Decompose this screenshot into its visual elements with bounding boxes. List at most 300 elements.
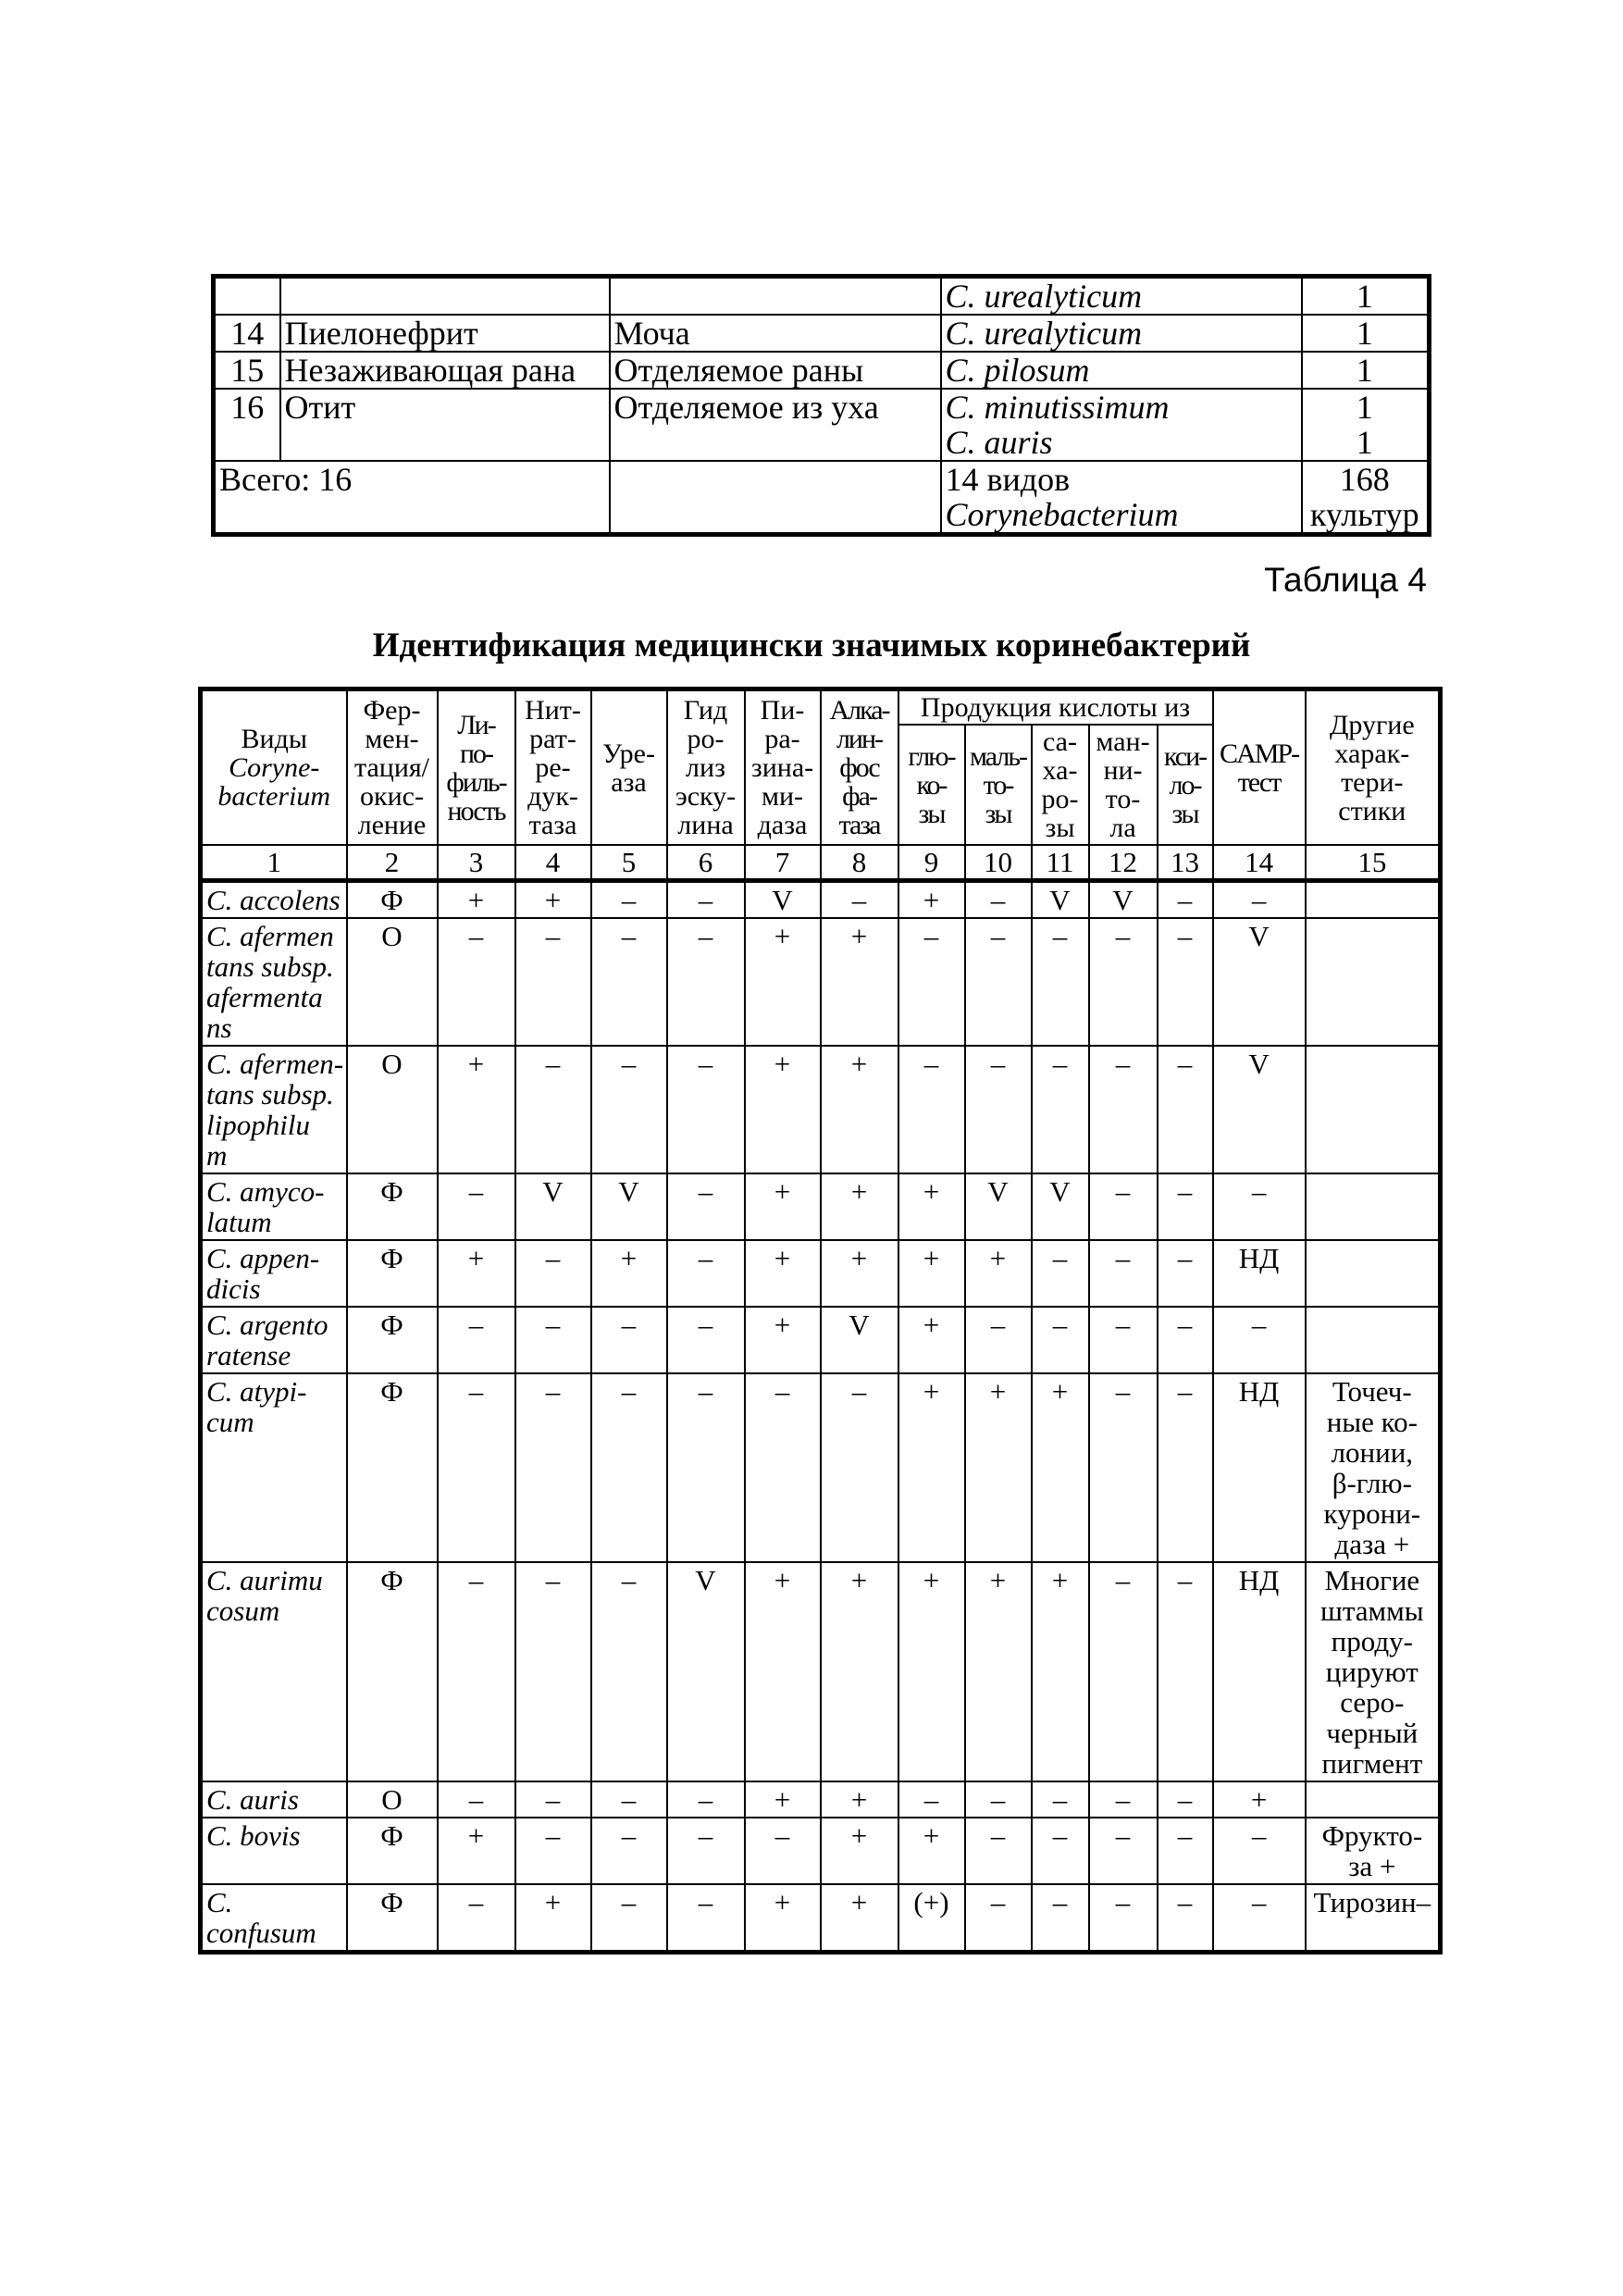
test-result: – bbox=[1089, 1562, 1158, 1781]
test-result: – bbox=[515, 1307, 591, 1373]
test-result: + bbox=[821, 1173, 898, 1240]
test-result: – bbox=[965, 1307, 1032, 1373]
header-pyrazinamidase-line: ми- bbox=[761, 781, 804, 812]
header-lipophilicity-line: ность bbox=[447, 795, 505, 826]
species-name-line: tans subsp. bbox=[206, 1078, 334, 1111]
other-characteristics bbox=[1306, 1046, 1441, 1173]
species-name-line: tans subsp. bbox=[206, 950, 334, 983]
table-row bbox=[201, 1781, 1441, 1818]
test-result: (+) bbox=[898, 1884, 965, 1953]
test-result: + bbox=[965, 1240, 1032, 1307]
header-nitrate-reductase-line: Нит- bbox=[525, 695, 581, 726]
header-nitrate-reductase-line: рат- bbox=[529, 724, 576, 754]
other-line: лонии, bbox=[1331, 1436, 1414, 1469]
test-result: О bbox=[347, 1781, 438, 1818]
table-row bbox=[214, 277, 1430, 316]
column-number: 10 bbox=[965, 845, 1032, 881]
row-number: 14 bbox=[214, 315, 280, 352]
test-result: – bbox=[667, 918, 745, 1046]
species-name-cell bbox=[201, 1373, 347, 1562]
test-result: + bbox=[515, 1884, 591, 1953]
test-result: – bbox=[1213, 1884, 1306, 1953]
test-result: – bbox=[667, 1173, 745, 1240]
species-name-cell bbox=[201, 1818, 347, 1884]
test-result: + bbox=[821, 1884, 898, 1953]
test-result: – bbox=[1158, 1884, 1213, 1953]
header-nitrate-reductase bbox=[515, 689, 591, 846]
test-result: – bbox=[1032, 918, 1089, 1046]
species-name-line: latum bbox=[206, 1206, 272, 1238]
species-name-line: C. bovis bbox=[206, 1819, 301, 1852]
header-fermentation-line: мен- bbox=[365, 724, 419, 754]
test-result: – bbox=[1158, 918, 1213, 1046]
test-result: – bbox=[1089, 918, 1158, 1046]
test-result: – bbox=[591, 1046, 667, 1173]
test-result: – bbox=[1158, 1818, 1213, 1884]
species-name-line: ns bbox=[206, 1011, 232, 1044]
other-line: пигмент bbox=[1321, 1747, 1423, 1780]
header-fermentation-line: ление bbox=[357, 810, 427, 840]
header-lipophilicity bbox=[438, 689, 515, 846]
test-result: + bbox=[898, 881, 965, 919]
other-line: Фрукто- bbox=[1321, 1819, 1423, 1852]
header-esculin-hydrolysis bbox=[667, 689, 745, 846]
header-camp-test-line: CAMP- bbox=[1220, 738, 1299, 769]
test-result: + bbox=[438, 1046, 515, 1173]
other-line: даза + bbox=[1334, 1528, 1410, 1560]
test-result: + bbox=[438, 1818, 515, 1884]
species-name: C. urealyticum bbox=[945, 278, 1143, 315]
test-result: – bbox=[438, 1307, 515, 1373]
column-number: 14 bbox=[1213, 845, 1306, 881]
species-name-line: cum bbox=[206, 1406, 254, 1438]
other-line: черный bbox=[1326, 1717, 1419, 1749]
test-result: – bbox=[1032, 1046, 1089, 1173]
header-alkaline-phosphatase-line: фос bbox=[839, 752, 879, 783]
table-row bbox=[201, 1307, 1441, 1373]
test-result: – bbox=[965, 1884, 1032, 1953]
test-result: Ф bbox=[347, 881, 438, 919]
test-result: НД bbox=[1213, 1240, 1306, 1307]
species-name-line: C. appen- bbox=[206, 1242, 320, 1274]
count-cell bbox=[1302, 277, 1430, 316]
other-line: курони- bbox=[1323, 1497, 1421, 1530]
total-count-line: 168 bbox=[1339, 461, 1390, 498]
species-cell bbox=[941, 352, 1302, 389]
test-result: Ф bbox=[347, 1173, 438, 1240]
other-line: Тирозин– bbox=[1313, 1886, 1431, 1918]
species-name-line: C. afermen- bbox=[206, 1048, 344, 1080]
header-maltose-line: маль- bbox=[969, 740, 1026, 772]
test-result: – bbox=[1213, 1307, 1306, 1373]
test-result: + bbox=[745, 1562, 821, 1781]
test-result: – bbox=[515, 1046, 591, 1173]
header-fermentation-line: тация/ bbox=[353, 752, 430, 783]
diagnosis-cell bbox=[280, 277, 610, 316]
material-cell: Моча bbox=[610, 315, 941, 352]
test-result: V bbox=[821, 1307, 898, 1373]
header-pyrazinamidase-line: ра- bbox=[764, 724, 800, 754]
header-xylose-line: ло- bbox=[1169, 769, 1201, 800]
species-name: C. pilosum bbox=[945, 352, 1090, 389]
header-alkaline-phosphatase-line: Алка- bbox=[829, 695, 889, 726]
table-row bbox=[214, 315, 1430, 352]
species-name-cell bbox=[201, 1781, 347, 1818]
test-result: – bbox=[438, 918, 515, 1046]
column-number: 1 bbox=[201, 845, 347, 881]
table-row bbox=[201, 881, 1441, 919]
header-fermentation-line: Фер- bbox=[363, 695, 421, 726]
test-result: V bbox=[591, 1173, 667, 1240]
species-name-line: m bbox=[206, 1139, 228, 1172]
test-result: + bbox=[1213, 1781, 1306, 1818]
test-result: – bbox=[515, 1373, 591, 1562]
test-result: Ф bbox=[347, 1240, 438, 1307]
header-maltose-line: зы bbox=[985, 798, 1011, 829]
test-result: НД bbox=[1213, 1562, 1306, 1781]
test-result: – bbox=[667, 1307, 745, 1373]
total-count bbox=[1302, 461, 1430, 535]
test-result: – bbox=[591, 1818, 667, 1884]
test-result: + bbox=[745, 1884, 821, 1953]
header-species-genus: bacterium bbox=[217, 781, 331, 812]
species-name-cell bbox=[201, 1307, 347, 1373]
species-name: C. auris bbox=[945, 424, 1053, 461]
test-result: – bbox=[1089, 1373, 1158, 1562]
header-other-line: Другие bbox=[1329, 709, 1415, 740]
test-result: – bbox=[438, 1173, 515, 1240]
total-empty bbox=[610, 461, 941, 535]
header-alkaline-phosphatase bbox=[821, 689, 898, 846]
other-characteristics bbox=[1306, 1562, 1441, 1781]
species-name-line: lipophilu bbox=[206, 1109, 310, 1141]
test-result: – bbox=[965, 1818, 1032, 1884]
test-result: – bbox=[965, 918, 1032, 1046]
test-result: + bbox=[438, 881, 515, 919]
test-result: + bbox=[1032, 1562, 1089, 1781]
header-alkaline-phosphatase-line: таза bbox=[838, 810, 880, 840]
header-species-line: Виды bbox=[241, 724, 307, 754]
test-result: V bbox=[1213, 918, 1306, 1046]
test-result: – bbox=[438, 1781, 515, 1818]
other-line: штаммы bbox=[1320, 1595, 1424, 1627]
column-number: 8 bbox=[821, 845, 898, 881]
column-number: 12 bbox=[1089, 845, 1158, 881]
test-result: + bbox=[965, 1562, 1032, 1781]
table-number-caption: Таблица 4 bbox=[1264, 561, 1427, 599]
column-number: 13 bbox=[1158, 845, 1213, 881]
test-result: – bbox=[1158, 881, 1213, 919]
count-value: 1 bbox=[1356, 278, 1373, 315]
test-result: – bbox=[1158, 1781, 1213, 1818]
header-esculin-hydrolysis-line: Гид bbox=[683, 695, 728, 726]
test-result: V bbox=[745, 881, 821, 919]
other-characteristics bbox=[1306, 1307, 1441, 1373]
test-result: – bbox=[667, 1884, 745, 1953]
test-result: – bbox=[591, 1373, 667, 1562]
total-label: Всего: 16 bbox=[214, 461, 610, 535]
test-result: V bbox=[965, 1173, 1032, 1240]
species-name-line: C. afermen bbox=[206, 920, 334, 952]
test-result: – bbox=[1158, 1562, 1213, 1781]
test-result: – bbox=[1158, 1373, 1213, 1562]
column-number: 5 bbox=[591, 845, 667, 881]
header-esculin-hydrolysis-line: лина bbox=[677, 810, 734, 840]
material-cell: Отделяемое из уха bbox=[610, 389, 941, 461]
header-esculin-hydrolysis-line: эску- bbox=[675, 781, 737, 812]
header-maltose-line: то- bbox=[983, 769, 1013, 800]
test-result: + bbox=[898, 1373, 965, 1562]
other-line: Многие bbox=[1324, 1564, 1420, 1596]
total-species bbox=[941, 461, 1302, 535]
column-number: 9 bbox=[898, 845, 965, 881]
row-number: 16 bbox=[214, 389, 280, 461]
species-cell bbox=[941, 389, 1302, 461]
test-result: + bbox=[821, 1562, 898, 1781]
test-result: + bbox=[1032, 1373, 1089, 1562]
species-name-line: afermenta bbox=[206, 981, 323, 1013]
material-cell bbox=[610, 277, 941, 316]
other-characteristics bbox=[1306, 918, 1441, 1046]
total-count-line: культур bbox=[1309, 496, 1419, 533]
test-result: – bbox=[1032, 1884, 1089, 1953]
test-result: – bbox=[1158, 1173, 1213, 1240]
test-result: – bbox=[898, 1046, 965, 1173]
column-number: 7 bbox=[745, 845, 821, 881]
header-lipophilicity-line: по- bbox=[459, 738, 493, 769]
test-result: – bbox=[515, 918, 591, 1046]
count-cell bbox=[1302, 389, 1430, 461]
test-result: + bbox=[745, 1046, 821, 1173]
test-result: – bbox=[1032, 1240, 1089, 1307]
test-result: V bbox=[667, 1562, 745, 1781]
row-number bbox=[214, 277, 280, 316]
total-row bbox=[214, 461, 1430, 535]
header-fermentation bbox=[347, 689, 438, 846]
diagnosis-cell: Отит bbox=[280, 389, 610, 461]
header-species bbox=[201, 689, 347, 846]
test-result: V bbox=[1089, 881, 1158, 919]
species-name-line: C. accolens bbox=[206, 884, 341, 916]
test-result: О bbox=[347, 1046, 438, 1173]
header-glucose-line: зы bbox=[918, 798, 945, 829]
header-other-line: стики bbox=[1338, 795, 1406, 826]
test-result: V bbox=[1032, 881, 1089, 919]
table-row bbox=[214, 389, 1430, 461]
test-result: – bbox=[965, 1781, 1032, 1818]
test-result: – bbox=[515, 1562, 591, 1781]
header-mannitol-line: ла bbox=[1109, 813, 1136, 843]
species-name-cell bbox=[201, 1046, 347, 1173]
header-esculin-hydrolysis-line: лиз bbox=[686, 752, 725, 783]
test-result: V bbox=[1032, 1173, 1089, 1240]
other-characteristics bbox=[1306, 1240, 1441, 1307]
test-result: V bbox=[515, 1173, 591, 1240]
header-sucrose bbox=[1032, 725, 1089, 845]
header-xylose bbox=[1158, 725, 1213, 845]
test-result: Ф bbox=[347, 1818, 438, 1884]
test-result: + bbox=[438, 1240, 515, 1307]
count-value: 1 bbox=[1356, 389, 1373, 426]
count-value: 1 bbox=[1356, 315, 1373, 352]
header-species-genus: Coryne- bbox=[229, 752, 320, 783]
diagnosis-cell: Незаживающая рана bbox=[280, 352, 610, 389]
test-result: – bbox=[667, 1373, 745, 1562]
test-result: + bbox=[898, 1818, 965, 1884]
material-cell: Отделяемое раны bbox=[610, 352, 941, 389]
test-result: + bbox=[745, 918, 821, 1046]
column-number: 3 bbox=[438, 845, 515, 881]
test-result: – bbox=[515, 1781, 591, 1818]
other-characteristics bbox=[1306, 1818, 1441, 1884]
species-name-line: dicis bbox=[206, 1272, 261, 1305]
test-result: – bbox=[1158, 1240, 1213, 1307]
table-title: Идентификация медицински значимых коринебактерий bbox=[372, 627, 1251, 664]
test-result: Ф bbox=[347, 1307, 438, 1373]
test-result: – bbox=[1089, 1307, 1158, 1373]
header-sucrose-line: зы bbox=[1045, 813, 1075, 843]
count-cell bbox=[1302, 315, 1430, 352]
header-esculin-hydrolysis-line: ро- bbox=[687, 724, 725, 754]
species-name-line: C. auris bbox=[206, 1783, 299, 1816]
other-line: проду- bbox=[1331, 1625, 1413, 1657]
species-name-cell bbox=[201, 1884, 347, 1953]
test-result: + bbox=[965, 1373, 1032, 1562]
table-row bbox=[201, 1373, 1441, 1562]
header-sucrose-line: ха- bbox=[1042, 755, 1078, 786]
test-result: – bbox=[821, 881, 898, 919]
test-result: + bbox=[591, 1240, 667, 1307]
table-row bbox=[201, 1818, 1441, 1884]
header-other-line: тери- bbox=[1341, 766, 1404, 798]
test-result: – bbox=[1032, 1781, 1089, 1818]
test-result: – bbox=[667, 1240, 745, 1307]
header-fermentation-line: окис- bbox=[360, 781, 424, 812]
species-name-line: cosum bbox=[206, 1595, 280, 1627]
table-row bbox=[201, 1173, 1441, 1240]
test-result: – bbox=[1089, 1781, 1158, 1818]
test-result: – bbox=[591, 1781, 667, 1818]
test-result: – bbox=[965, 1046, 1032, 1173]
patient-cultures-table bbox=[211, 274, 1431, 537]
test-result: + bbox=[821, 1781, 898, 1818]
test-result: – bbox=[1089, 1240, 1158, 1307]
test-result: – bbox=[965, 881, 1032, 919]
table-row bbox=[201, 1240, 1441, 1307]
header-alkaline-phosphatase-line: лин- bbox=[836, 724, 883, 754]
header-nitrate-reductase-line: ре- bbox=[535, 752, 571, 783]
test-result: – bbox=[591, 1307, 667, 1373]
header-mannitol bbox=[1089, 725, 1158, 845]
test-result: + bbox=[898, 1240, 965, 1307]
other-characteristics bbox=[1306, 1373, 1441, 1562]
test-result: + bbox=[898, 1307, 965, 1373]
species-name-line: C. confusum bbox=[206, 1886, 316, 1949]
test-result: НД bbox=[1213, 1373, 1306, 1562]
other-characteristics bbox=[1306, 1884, 1441, 1953]
header-camp-test bbox=[1213, 689, 1306, 846]
total-genus: Corynebacterium bbox=[945, 496, 1179, 533]
test-result: V bbox=[1213, 1046, 1306, 1173]
header-other-line: харак- bbox=[1334, 738, 1410, 769]
column-number: 4 bbox=[515, 845, 591, 881]
header-sucrose-line: ро- bbox=[1041, 784, 1079, 814]
test-result: – bbox=[667, 881, 745, 919]
corynebacteria-identification-table bbox=[198, 687, 1443, 1955]
header-pyrazinamidase-line: зина- bbox=[750, 752, 814, 783]
test-result: – bbox=[1089, 1173, 1158, 1240]
header-nitrate-reductase-line: таза bbox=[528, 810, 577, 840]
column-number: 2 bbox=[347, 845, 438, 881]
header-urease bbox=[591, 689, 667, 846]
species-name-cell bbox=[201, 1173, 347, 1240]
test-result: + bbox=[515, 881, 591, 919]
count-cell bbox=[1302, 352, 1430, 389]
test-result: – bbox=[745, 1818, 821, 1884]
test-result: – bbox=[515, 1818, 591, 1884]
test-result: – bbox=[1032, 1307, 1089, 1373]
species-name-line: C. atypi- bbox=[206, 1375, 307, 1408]
table-row bbox=[214, 352, 1430, 389]
column-number: 6 bbox=[667, 845, 745, 881]
test-result: – bbox=[591, 918, 667, 1046]
test-result: – bbox=[1213, 1173, 1306, 1240]
header-acid-production: Продукция кислоты из bbox=[898, 689, 1213, 726]
test-result: – bbox=[1158, 1307, 1213, 1373]
species-name-line: C. amyco- bbox=[206, 1175, 325, 1208]
test-result: – bbox=[438, 1884, 515, 1953]
test-result: – bbox=[1213, 881, 1306, 919]
column-number-row bbox=[201, 845, 1441, 881]
test-result: – bbox=[1032, 1818, 1089, 1884]
header-xylose-line: зы bbox=[1171, 798, 1198, 829]
table-row bbox=[201, 918, 1441, 1046]
header-sucrose-line: са- bbox=[1043, 726, 1077, 757]
header-mannitol-line: то- bbox=[1105, 784, 1141, 814]
test-result: – bbox=[1089, 1046, 1158, 1173]
header-pyrazinamidase-line: даза bbox=[757, 810, 808, 840]
count-value: 1 bbox=[1356, 424, 1373, 461]
table-row bbox=[201, 1562, 1441, 1781]
test-result: + bbox=[821, 1046, 898, 1173]
table-row bbox=[201, 1884, 1441, 1953]
other-line: цируют bbox=[1325, 1656, 1419, 1688]
header-glucose bbox=[898, 725, 965, 845]
header-lipophilicity-line: филь- bbox=[446, 766, 506, 798]
species-name: C. minutissimum bbox=[945, 389, 1170, 426]
test-result: – bbox=[898, 918, 965, 1046]
header-row bbox=[201, 689, 1441, 726]
test-result: + bbox=[745, 1173, 821, 1240]
test-result: – bbox=[667, 1046, 745, 1173]
header-camp-test-line: тест bbox=[1237, 766, 1281, 798]
header-alkaline-phosphatase-line: фа- bbox=[842, 781, 876, 812]
header-glucose-line: ко- bbox=[916, 769, 947, 800]
header-mannitol-line: ни- bbox=[1103, 755, 1143, 786]
other-characteristics bbox=[1306, 881, 1441, 919]
other-line: за + bbox=[1348, 1850, 1396, 1882]
species-cell bbox=[941, 315, 1302, 352]
header-mannitol-line: ман- bbox=[1096, 726, 1150, 757]
test-result: – bbox=[745, 1373, 821, 1562]
test-result: + bbox=[898, 1173, 965, 1240]
header-nitrate-reductase-line: дук- bbox=[527, 781, 578, 812]
header-pyrazinamidase-line: Пи- bbox=[760, 695, 805, 726]
test-result: – bbox=[1158, 1046, 1213, 1173]
test-result: Ф bbox=[347, 1373, 438, 1562]
test-result: О bbox=[347, 918, 438, 1046]
test-result: – bbox=[667, 1818, 745, 1884]
